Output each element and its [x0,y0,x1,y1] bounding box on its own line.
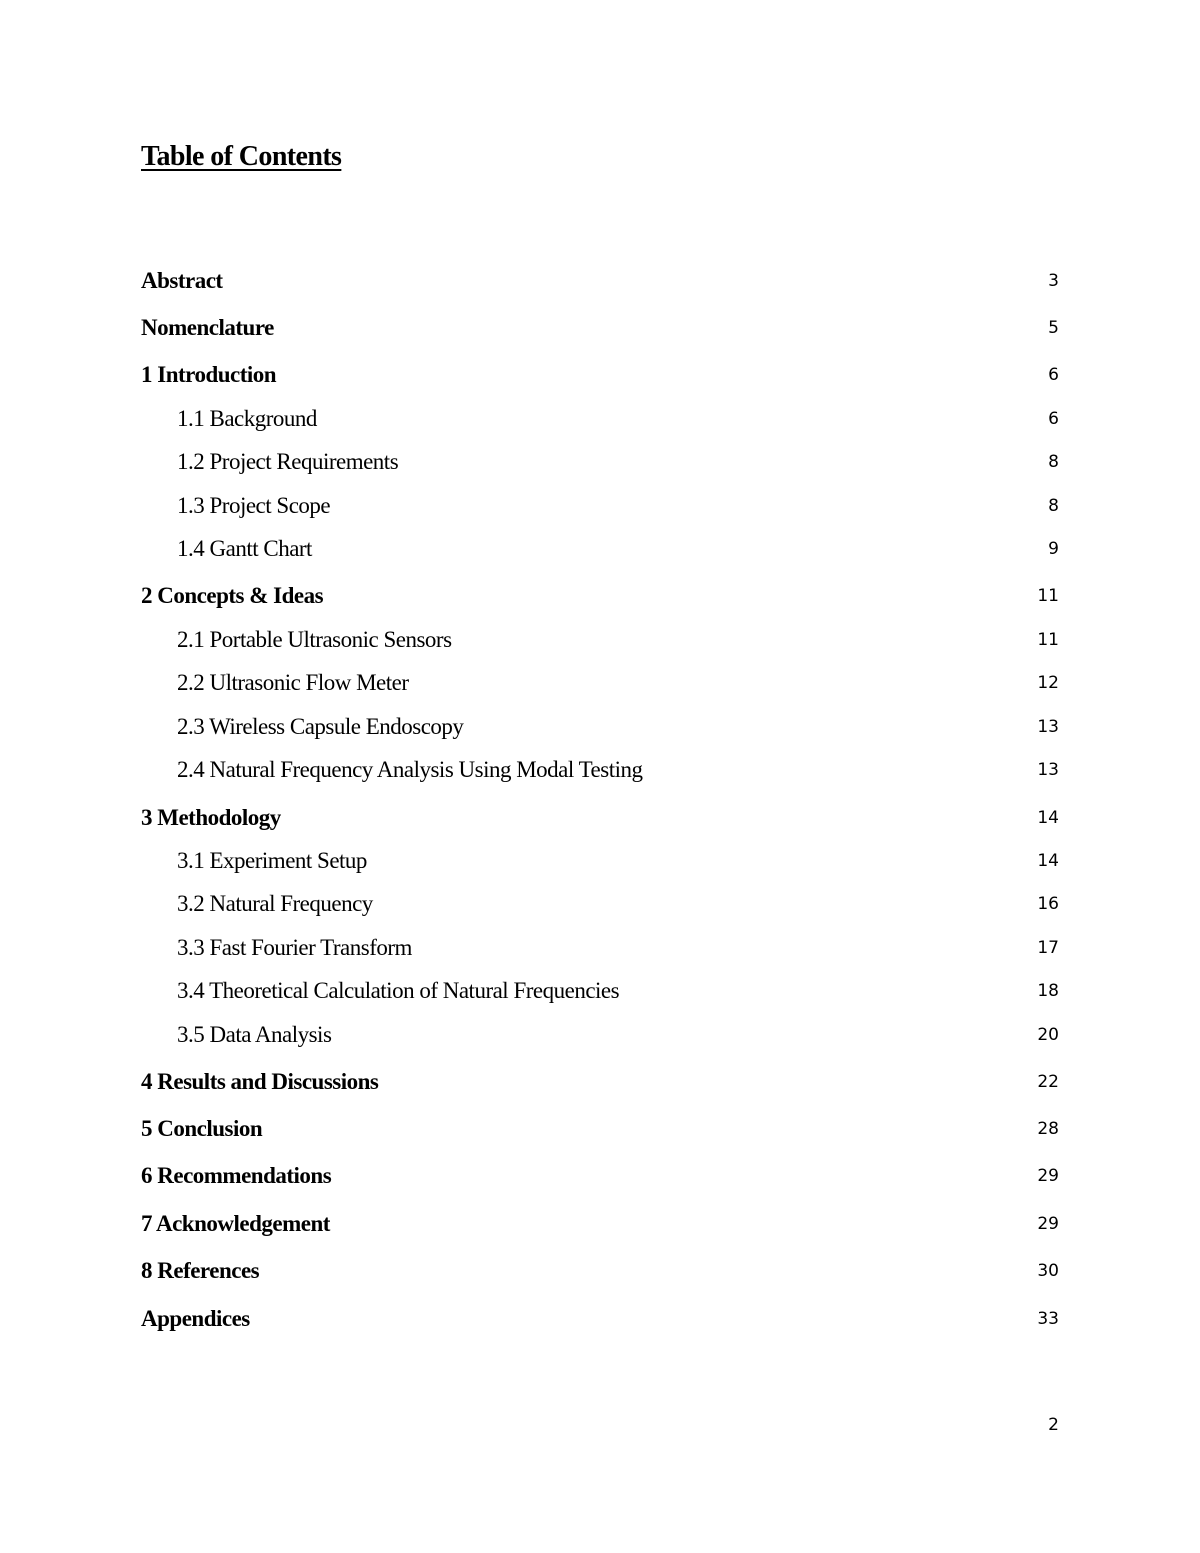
toc-entry-page: 33 [1037,1309,1059,1329]
toc-entry-abstract[interactable] [0,266,1200,296]
toc-entry-page: 11 [1037,630,1059,650]
toc-entry-page: 14 [1037,851,1059,871]
toc-entry-project-scope[interactable] [0,491,1200,521]
toc-entry-label: 3.4 Theoretical Calculation of Natural Frequencies [177,978,620,1003]
toc-entry-gantt-chart[interactable] [0,534,1200,564]
toc-entry-label: 3.1 Experiment Setup [177,848,367,873]
toc-entry-methodology[interactable] [0,803,1200,833]
toc-entry-label: 2.3 Wireless Capsule Endoscopy [177,714,464,739]
toc-entry-page: 13 [1037,717,1059,737]
toc-entry-data-analysis[interactable] [0,1020,1200,1050]
toc-entry-page: 29 [1037,1166,1059,1186]
toc-entry-conclusion[interactable] [0,1114,1200,1144]
toc-entry-label: 3.5 Data Analysis [177,1022,332,1047]
toc-entry-label: 1.4 Gantt Chart [177,536,312,561]
toc-entry-label: 1.1 Background [177,406,317,431]
toc-entry-concepts-ideas[interactable] [0,581,1200,611]
toc-entry-fast-fourier-transform[interactable] [0,933,1200,963]
toc-entry-recommendations[interactable] [0,1161,1200,1191]
toc-entry-label: 3.3 Fast Fourier Transform [177,935,412,960]
toc-entry-label: 1.2 Project Requirements [177,449,399,474]
toc-entry-page: 28 [1037,1119,1059,1139]
toc-entry-label: 2.2 Ultrasonic Flow Meter [177,670,409,695]
toc-entry-page: 13 [1037,760,1059,780]
toc-entry-natural-frequency-analysis[interactable] [0,755,1200,785]
toc-entry-wireless-capsule-endoscopy[interactable] [0,712,1200,742]
toc-entry-label: 7 Acknowledgement [141,1211,330,1236]
toc-entry-references[interactable] [0,1256,1200,1286]
toc-entry-label: 5 Conclusion [141,1116,263,1141]
toc-entry-label: 1 Introduction [141,362,277,387]
toc-entry-page: 6 [1048,365,1059,385]
toc-entry-results-discussions[interactable] [0,1067,1200,1097]
toc-entry-ultrasonic-flow-meter[interactable] [0,668,1200,698]
toc-entry-page: 20 [1037,1025,1059,1045]
page-number: 2 [1048,1415,1059,1435]
toc-entry-page: 16 [1037,894,1059,914]
toc-entry-acknowledgement[interactable] [0,1209,1200,1239]
toc-entry-label: 2.4 Natural Frequency Analysis Using Modal Testing [177,757,643,782]
toc-entry-page: 12 [1037,673,1059,693]
toc-entry-project-requirements[interactable] [0,447,1200,477]
toc-entry-page: 9 [1048,539,1059,559]
toc-entry-label: Abstract [141,268,223,293]
toc-entry-label: 2.1 Portable Ultrasonic Sensors [177,627,452,652]
page-title: Table of Contents [141,141,342,172]
toc-entry-background[interactable] [0,404,1200,434]
toc-entry-page: 30 [1037,1261,1059,1281]
toc-entry-page: 17 [1037,938,1059,958]
toc-entry-label: Nomenclature [141,315,274,340]
toc-entry-label: 3 Methodology [141,805,281,830]
toc-entry-page: 8 [1048,496,1059,516]
toc-entry-introduction[interactable] [0,360,1200,390]
toc-entry-page: 18 [1037,981,1059,1001]
toc-entry-theoretical-calculation[interactable] [0,976,1200,1006]
toc-entry-natural-frequency[interactable] [0,889,1200,919]
toc-entry-label: 2 Concepts & Ideas [141,583,324,608]
toc-entry-portable-ultrasonic-sensors[interactable] [0,625,1200,655]
toc-entry-page: 22 [1037,1072,1059,1092]
toc-entry-label: 1.3 Project Scope [177,493,331,518]
toc-entry-label: 4 Results and Discussions [141,1069,379,1094]
toc-entry-experiment-setup[interactable] [0,846,1200,876]
toc-entry-page: 3 [1048,271,1059,291]
toc-entry-label: 8 References [141,1258,260,1283]
toc-entry-label: 6 Recommendations [141,1163,332,1188]
toc-entry-page: 5 [1048,318,1059,338]
toc-entry-page: 6 [1048,409,1059,429]
toc-entry-appendices[interactable] [0,1304,1200,1334]
toc-entry-page: 11 [1037,586,1059,606]
toc-entry-label: 3.2 Natural Frequency [177,891,373,916]
toc-entry-page: 29 [1037,1214,1059,1234]
toc-entry-page: 14 [1037,808,1059,828]
toc-entry-page: 8 [1048,452,1059,472]
toc-entry-label: Appendices [141,1306,250,1331]
toc-entry-nomenclature[interactable] [0,313,1200,343]
